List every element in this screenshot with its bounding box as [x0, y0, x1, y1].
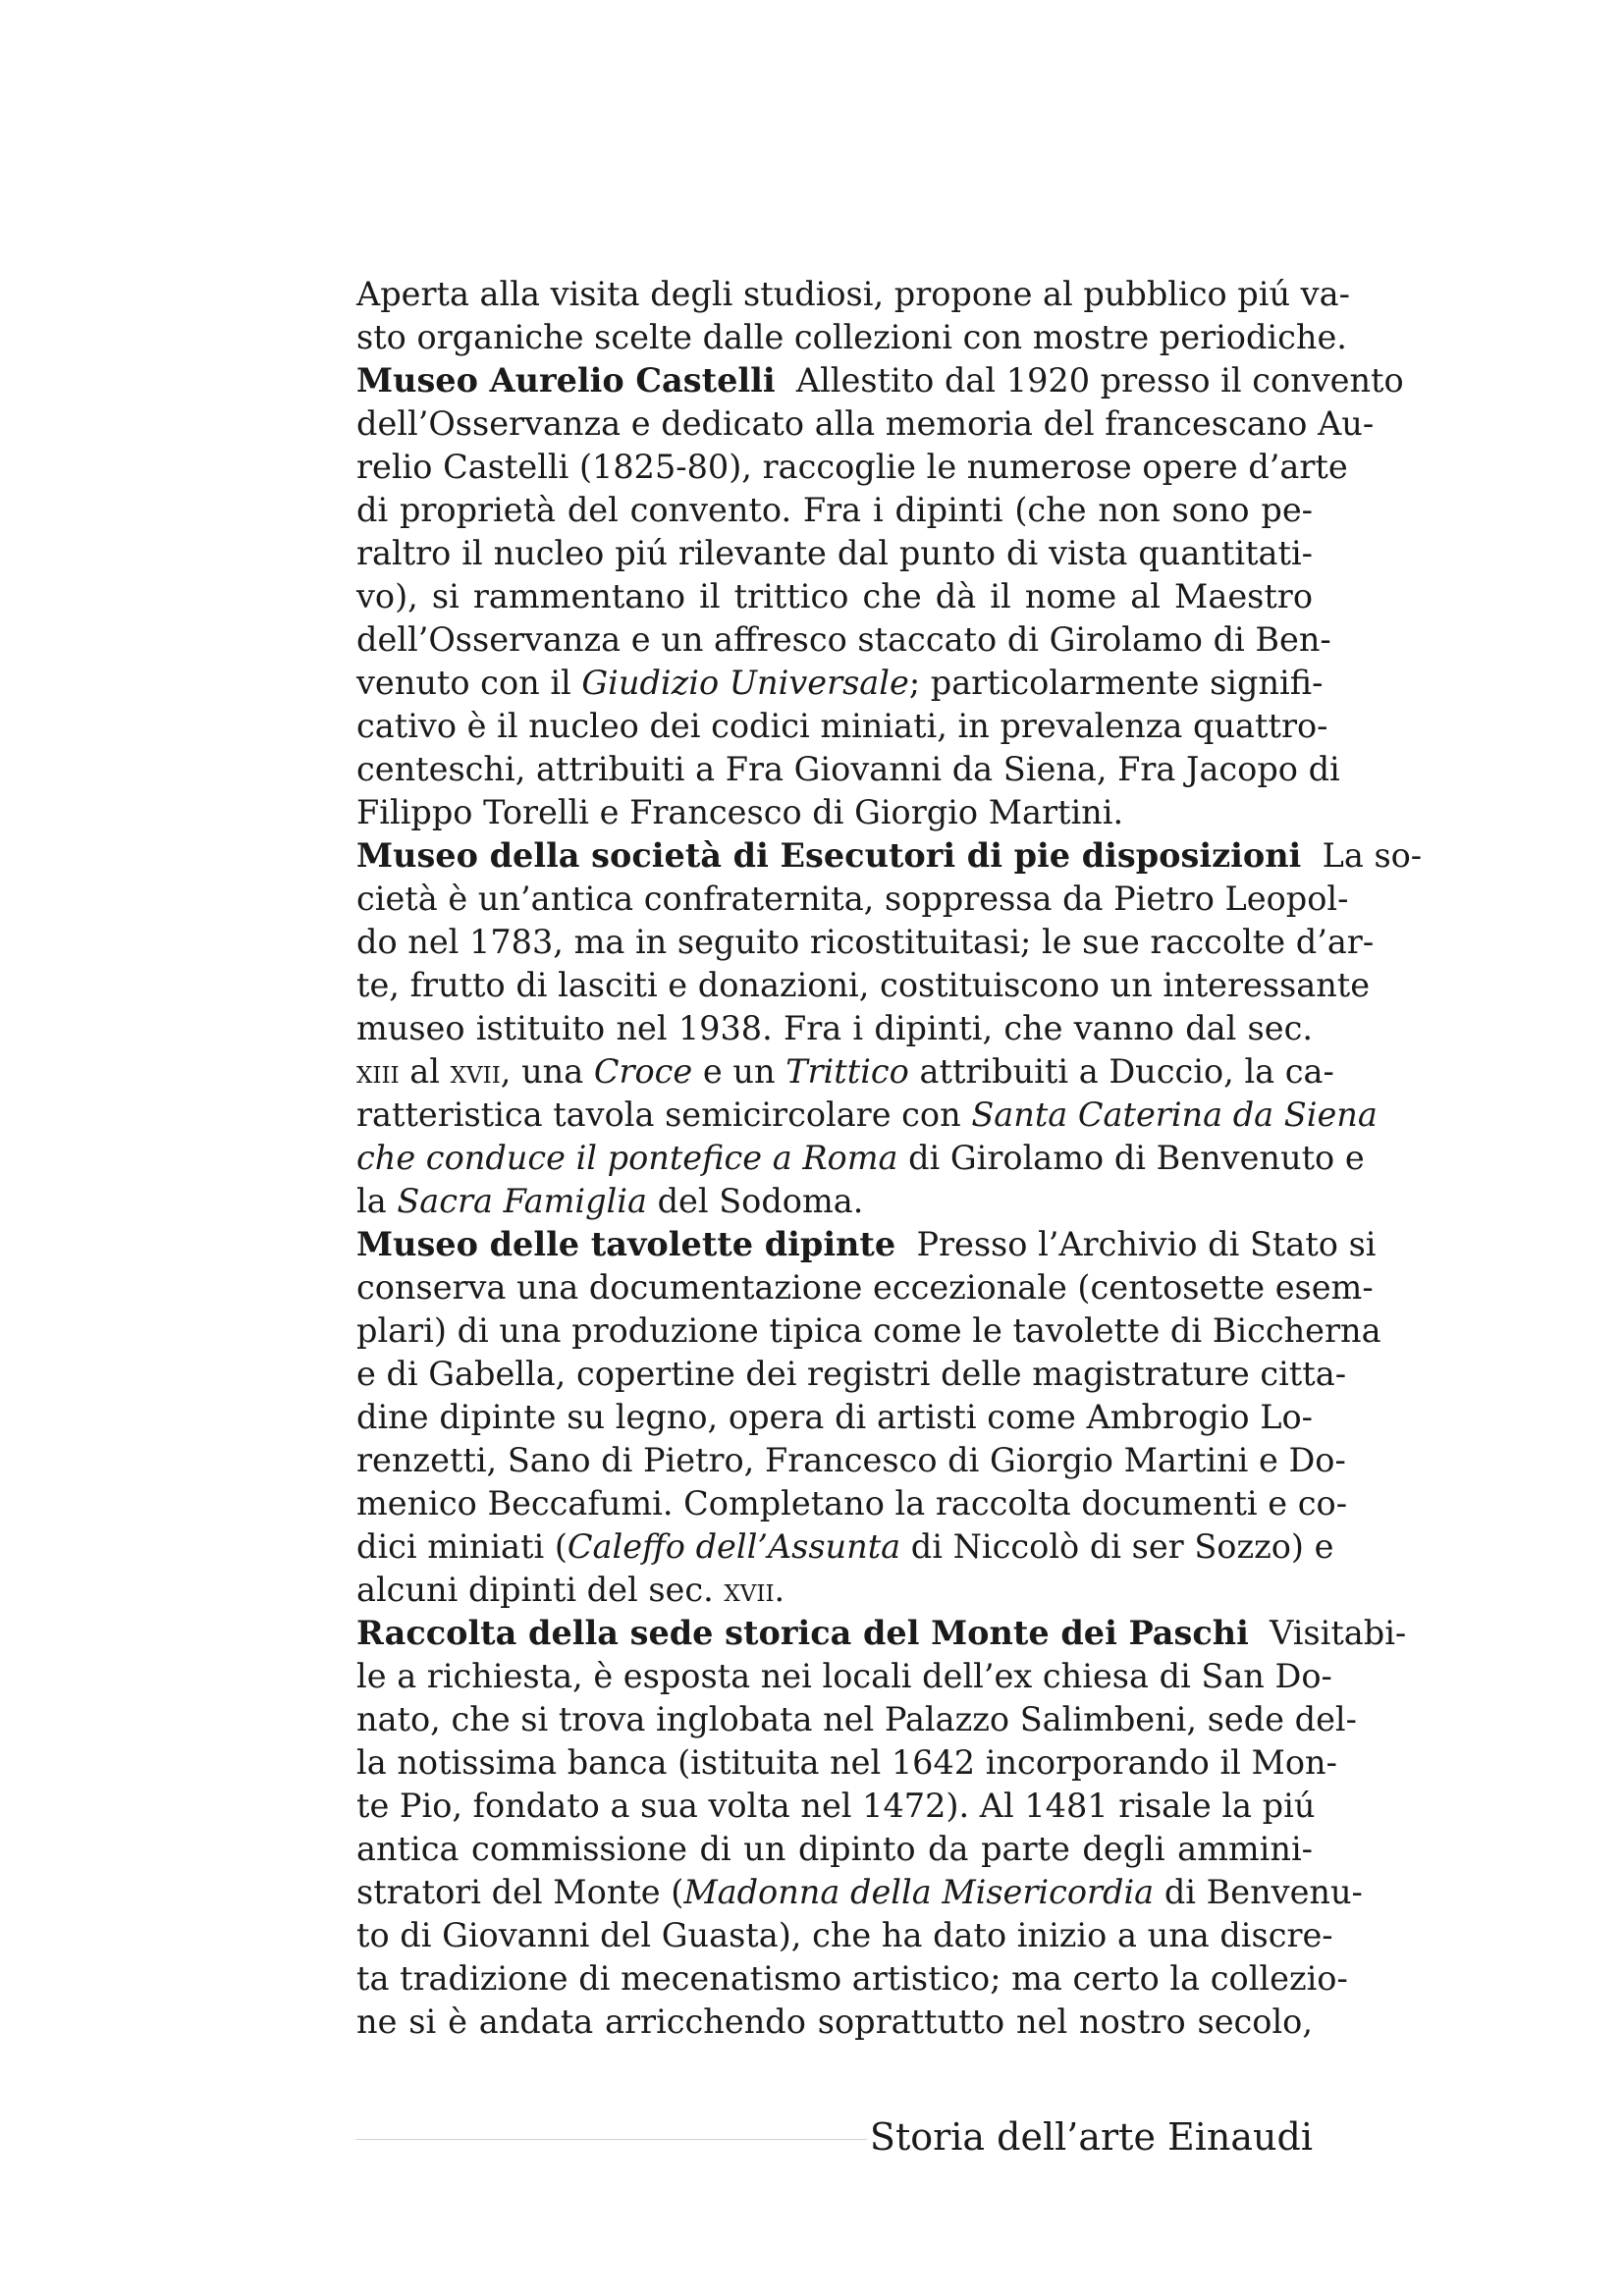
text-run: di Niccolò di ser Sozzo) e — [900, 1527, 1334, 1566]
entry-heading: Museo delle tavolette dipinte — [356, 1225, 896, 1263]
text-run: attribuiti a Duccio, la ca- — [908, 1052, 1334, 1091]
text-line — [356, 1741, 1337, 1785]
text-line — [356, 1612, 1407, 1655]
text-run: to di Giovanni del Guasta), che ha dato inizio a una discre- — [356, 1916, 1333, 1954]
text-line — [356, 1223, 1377, 1266]
text-line — [356, 921, 1375, 964]
body-text — [356, 273, 1423, 2044]
text-run: e un — [692, 1052, 786, 1091]
century-numeral: xvii — [450, 1052, 501, 1091]
text-run: Allestito dal 1920 presso il convento — [775, 361, 1404, 400]
text-line — [356, 1914, 1333, 1957]
text-run: di Benvenu- — [1154, 1873, 1363, 1911]
text-line — [356, 1266, 1374, 1309]
footer-series-title: Storia dell’arte Einaudi — [869, 2115, 1313, 2159]
text-line — [356, 1007, 1313, 1050]
text-run: , una — [500, 1052, 594, 1091]
text-line — [356, 1871, 1363, 1914]
text-run: raltro il nucleo piú rilevante dal punto di vista quantitati- — [356, 534, 1313, 572]
text-line — [356, 446, 1348, 489]
text-run: centeschi, attribuiti a Fra Giovanni da Siena, Fra Jacopo di — [356, 750, 1340, 788]
text-line — [356, 1828, 1313, 1871]
text-line — [356, 359, 1404, 402]
text-run: menico Beccafumi. Completano la raccolta documenti e co- — [356, 1484, 1348, 1522]
text-line — [356, 1094, 1378, 1137]
text-line — [356, 834, 1423, 878]
text-line — [356, 316, 1347, 359]
text-run: relio Castelli (1825-80), raccoglie le numerose opere d’arte — [356, 448, 1348, 486]
text-run: la — [356, 1182, 398, 1220]
text-run: stratori del Monte ( — [356, 1873, 684, 1911]
text-run: museo istituito nel 1938. Fra i dipinti, che vanno dal sec. — [356, 1009, 1313, 1047]
text-line — [356, 1655, 1332, 1698]
entry-heading: Museo Aurelio Castelli — [356, 361, 776, 400]
text-line — [356, 273, 1350, 316]
text-run: vo), si rammentano il trittico che dà il nome al Maestro — [356, 577, 1313, 615]
artwork-title: Croce — [593, 1052, 693, 1091]
text-run: del Sodoma. — [646, 1182, 864, 1220]
artwork-title: Trittico — [785, 1052, 909, 1091]
artwork-title: Sacra Famiglia — [397, 1182, 647, 1220]
text-run: . — [774, 1571, 785, 1609]
text-run: te, frutto di lasciti e donazioni, costituiscono un interessante — [356, 966, 1371, 1004]
text-run: sto organiche scelte dalle collezioni con mostre periodiche. — [356, 318, 1347, 356]
text-run: ; particolarmente signifi- — [908, 664, 1324, 702]
text-run: do nel 1783, ma in seguito ricostituitasi; le sue raccolte d’ar- — [356, 923, 1375, 961]
text-run: alcuni dipinti del sec. — [356, 1571, 725, 1609]
text-line — [356, 575, 1313, 618]
text-run: te Pio, fondato a sua volta nel 1472). Al 1481 risale la piú — [356, 1787, 1316, 1825]
text-line — [356, 1569, 1313, 1612]
text-line — [356, 532, 1313, 575]
text-line — [356, 705, 1328, 748]
text-run: nato, che si trova inglobata nel Palazzo Salimbeni, sede del- — [356, 1700, 1357, 1738]
text-line — [356, 1525, 1334, 1569]
footer-rule — [356, 2139, 867, 2140]
text-line — [356, 791, 1313, 834]
text-line — [356, 1050, 1334, 1094]
text-run: ratteristica tavola semicircolare con — [356, 1095, 972, 1134]
text-run: cativo è il nucleo dei codici miniati, in prevalenza quattro- — [356, 707, 1328, 745]
entry-heading: Raccolta della sede storica del Monte dei Paschi — [356, 1614, 1249, 1652]
text-run: di Girolamo di Benvenuto e — [897, 1139, 1365, 1177]
text-run: Aperta alla visita degli studiosi, propone al pubblico piú va- — [356, 275, 1350, 313]
artwork-title: Santa Caterina da Siena — [971, 1095, 1378, 1134]
text-run: conserva una documentazione eccezionale (centosette esem- — [356, 1268, 1374, 1307]
text-run: ne si è andata arricchendo soprattutto nel nostro secolo, — [356, 2002, 1313, 2041]
text-run: di proprietà del convento. Fra i dipinti (che non sono pe- — [356, 491, 1313, 529]
text-run: La so- — [1301, 836, 1423, 875]
text-line — [356, 964, 1371, 1007]
text-run: dici miniati ( — [356, 1527, 568, 1566]
artwork-title: Caleffo dell’Assunta — [567, 1527, 901, 1566]
text-line — [356, 1180, 1313, 1223]
text-line — [356, 402, 1375, 446]
text-line — [356, 1482, 1348, 1525]
text-run: ta tradizione di mecenatismo artistico; ma certo la collezio- — [356, 1959, 1348, 1998]
text-line — [356, 489, 1313, 532]
artwork-title: che conduce il pontefice a Roma — [356, 1139, 898, 1177]
artwork-title: Giudizio Universale — [581, 664, 909, 702]
text-line — [356, 1396, 1313, 1439]
text-line — [356, 618, 1331, 662]
text-line — [356, 1785, 1316, 1828]
text-run: renzetti, Sano di Pietro, Francesco di Giorgio Martini e Do- — [356, 1441, 1346, 1479]
text-run: antica commissione di un dipinto da parte degli ammini- — [356, 1830, 1313, 1868]
text-run: cietà è un’antica confraternita, soppressa da Pietro Leopol- — [356, 880, 1349, 918]
text-run: la notissima banca (istituita nel 1642 incorporando il Mon- — [356, 1743, 1337, 1782]
text-line — [356, 662, 1324, 705]
artwork-title: Madonna della Misericordia — [683, 1873, 1155, 1911]
text-run: dell’Osservanza e un affresco staccato di Girolamo di Ben- — [356, 620, 1331, 659]
text-run: al — [399, 1052, 451, 1091]
text-run: Visitabi- — [1248, 1614, 1407, 1652]
text-run: plari) di una produzione tipica come le tavolette di Biccherna — [356, 1311, 1381, 1350]
text-run: dine dipinte su legno, opera di artisti come Ambrogio Lo- — [356, 1398, 1313, 1436]
text-run: le a richiesta, è esposta nei locali dell’ex chiesa di San Do- — [356, 1657, 1332, 1695]
text-line — [356, 2001, 1313, 2044]
text-run: e di Gabella, copertine dei registri delle magistrature citta- — [356, 1355, 1347, 1393]
text-line — [356, 1353, 1347, 1396]
entry-heading: Museo della società di Esecutori di pie disposizioni — [356, 836, 1302, 875]
century-numeral: xiii — [356, 1052, 400, 1091]
text-line — [356, 748, 1340, 791]
text-run: Presso l’Archivio di Stato si — [895, 1225, 1377, 1263]
century-numeral: xvii — [724, 1571, 775, 1609]
text-line — [356, 1137, 1365, 1180]
text-run: venuto con il — [356, 664, 582, 702]
text-run: dell’Osservanza e dedicato alla memoria del francescano Au- — [356, 404, 1375, 443]
text-line — [356, 1957, 1348, 2001]
text-run: Filippo Torelli e Francesco di Giorgio Martini. — [356, 793, 1124, 831]
text-line — [356, 1698, 1357, 1741]
text-line — [356, 878, 1349, 921]
text-line — [356, 1439, 1346, 1482]
text-line — [356, 1309, 1381, 1353]
